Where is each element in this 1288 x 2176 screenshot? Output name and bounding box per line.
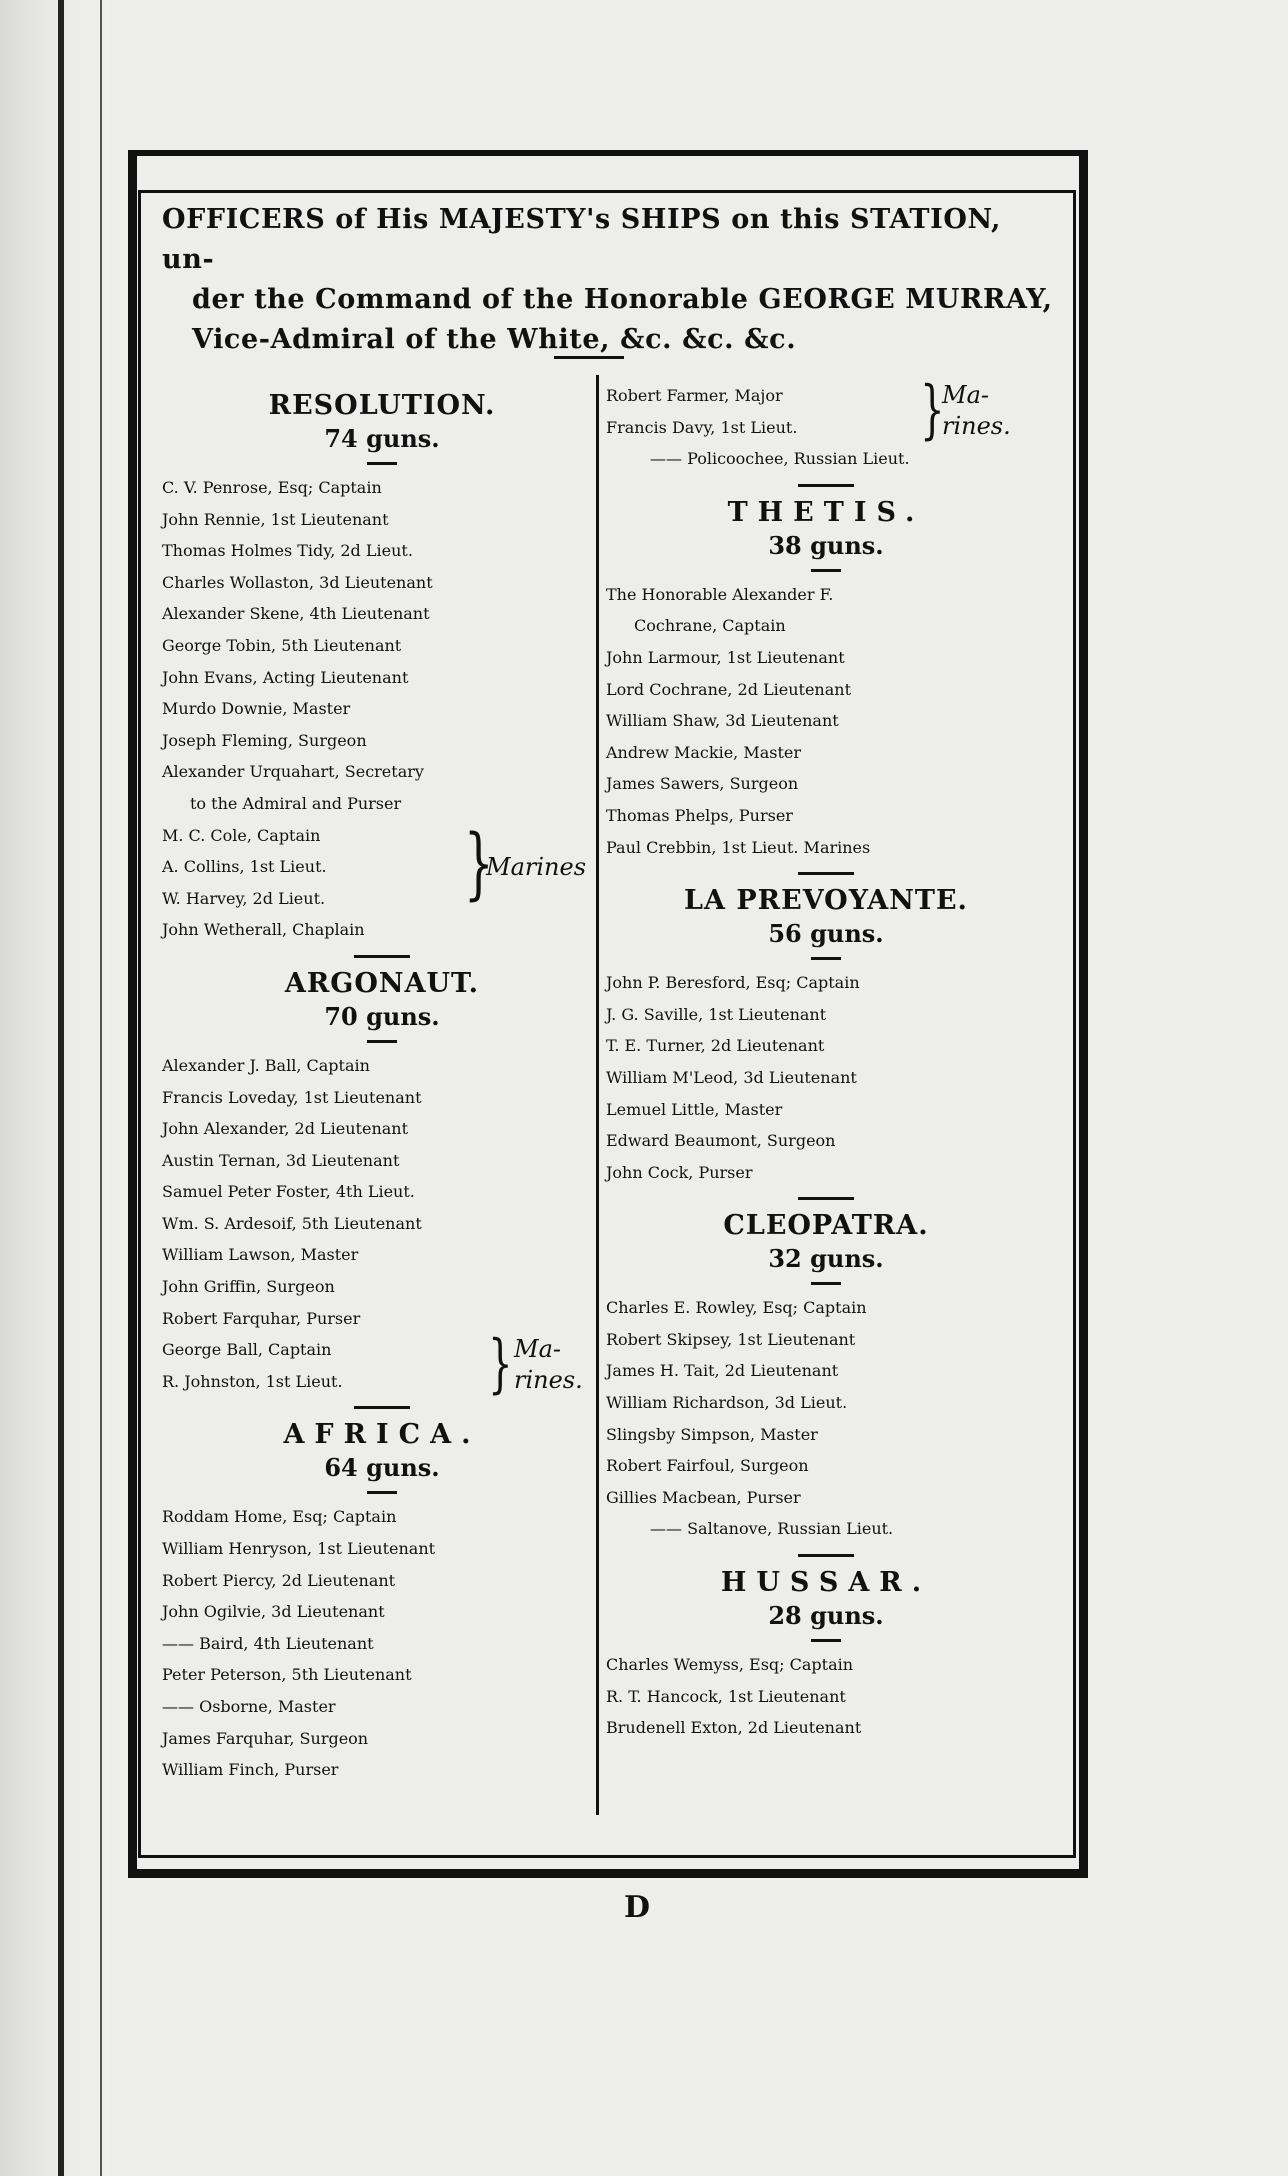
officer-entry: Murdo Downie, Master bbox=[162, 699, 351, 719]
section-separator bbox=[606, 475, 1046, 495]
officer-entry: J. G. Saville, 1st Lieutenant bbox=[606, 1004, 827, 1024]
marine-entry: A. Collins, 1st Lieut. bbox=[162, 857, 327, 877]
brace-symbol: } bbox=[488, 1327, 513, 1402]
officer-entry: Brudenell Exton, 2d Lieutenant bbox=[606, 1718, 862, 1738]
officer-entry: John Ogilvie, 3d Lieutenant bbox=[162, 1602, 385, 1622]
officer-entry: Peter Peterson, 5th Lieutenant bbox=[162, 1665, 412, 1685]
officer-entry: Alexander Skene, 4th Lieutenant bbox=[162, 604, 430, 624]
officer-entry: John Alexander, 2d Lieutenant bbox=[162, 1119, 409, 1139]
short-dash bbox=[606, 561, 1046, 579]
officer-entry: William Henryson, 1st Lieutenant bbox=[162, 1539, 436, 1559]
marines-group-argonaut bbox=[162, 1327, 602, 1402]
officer-entry: —— Policoochee, Russian Lieut. bbox=[650, 449, 910, 469]
officer-entry: Robert Farquhar, Purser bbox=[162, 1308, 361, 1328]
officer-entry: James H. Tait, 2d Lieutenant bbox=[606, 1361, 839, 1381]
ship-name-cleopatra: CLEOPATRA. bbox=[723, 1210, 929, 1242]
officer-entry: William Richardson, 3d Lieut. bbox=[606, 1393, 848, 1413]
officer-entry: Edward Beaumont, Surgeon bbox=[606, 1131, 836, 1151]
signature-mark: D bbox=[624, 1890, 651, 1925]
marines-group-continued bbox=[606, 373, 1046, 447]
officer-entry: Wm. S. Ardesoif, 5th Lieutenant bbox=[162, 1213, 422, 1233]
ship-name-hussar: HUSSAR. bbox=[720, 1567, 932, 1599]
officer-entry: Charles Wemyss, Esq; Captain bbox=[606, 1655, 854, 1675]
ship-name-resolution: RESOLUTION. bbox=[268, 390, 496, 421]
brace-symbol: } bbox=[463, 818, 494, 909]
officer-entry: Joseph Fleming, Surgeon bbox=[162, 730, 367, 750]
officer-entry: —— Baird, 4th Lieutenant bbox=[162, 1633, 374, 1653]
officer-entry: C. V. Penrose, Esq; Captain bbox=[162, 478, 382, 497]
marines-label: Ma- bbox=[514, 1335, 561, 1364]
book-gutter bbox=[0, 0, 110, 2176]
officer-entry: Charles E. Rowley, Esq; Captain bbox=[606, 1298, 867, 1318]
heading-line-2: der the Command of the Honorable GEORGE MURRAY, bbox=[192, 284, 1053, 315]
officer-entry: Robert Piercy, 2d Lieutenant bbox=[162, 1570, 396, 1590]
short-dash bbox=[606, 1274, 1046, 1292]
short-dash bbox=[162, 1483, 602, 1501]
ship-guns-la-prevoyante: 56 guns. bbox=[768, 919, 884, 949]
heading-line-3: Vice-Admiral of the White, &c. &c. &c. bbox=[192, 324, 797, 355]
ship-guns-hussar: 28 guns. bbox=[768, 1601, 884, 1631]
officer-entry: The Honorable Alexander F. bbox=[606, 584, 834, 604]
officer-entry: Robert Skipsey, 1st Lieutenant bbox=[606, 1329, 856, 1349]
officer-entry: —— Osborne, Master bbox=[162, 1697, 336, 1717]
officer-entry: Gillies Macbean, Purser bbox=[606, 1487, 801, 1507]
marines-label: rines. bbox=[942, 412, 1011, 440]
officer-entry: Austin Ternan, 3d Lieutenant bbox=[162, 1150, 400, 1170]
ship-name-thetis: THETIS. bbox=[727, 496, 925, 528]
officer-entry: William M'Leod, 3d Lieutenant bbox=[606, 1067, 857, 1087]
heading-line-1: OFFICERS of His MAJESTY's SHIPS on this STATION, un- bbox=[162, 204, 1002, 275]
gutter-edge-line bbox=[100, 0, 102, 2176]
officer-entry: Charles Wollaston, 3d Lieutenant bbox=[162, 572, 433, 592]
officer-entry: Francis Loveday, 1st Lieutenant bbox=[162, 1087, 422, 1107]
section-separator bbox=[162, 1397, 602, 1417]
section-separator bbox=[606, 1545, 1046, 1565]
officer-entry: George Tobin, 5th Lieutenant bbox=[162, 635, 402, 655]
marines-label: Ma- bbox=[942, 381, 989, 409]
heading-rule bbox=[554, 356, 624, 359]
ship-guns-argonaut: 70 guns. bbox=[324, 1001, 440, 1031]
marines-label: rines. bbox=[514, 1366, 583, 1395]
officer-entry: Paul Crebbin, 1st Lieut. Marines bbox=[606, 837, 871, 857]
officer-entry: R. T. Hancock, 1st Lieutenant bbox=[606, 1686, 846, 1706]
section-separator bbox=[606, 863, 1046, 883]
officer-entry: Alexander Urquahart, Secretary bbox=[162, 762, 424, 782]
officer-entry: Lord Cochrane, 2d Lieutenant bbox=[606, 679, 852, 699]
officer-entry: Lemuel Little, Master bbox=[606, 1099, 783, 1119]
officer-entry: William Finch, Purser bbox=[162, 1760, 339, 1780]
officer-entry: Samuel Peter Foster, 4th Lieut. bbox=[162, 1182, 415, 1202]
officer-entry: John Wetherall, Chaplain bbox=[162, 920, 365, 940]
officer-entry: James Farquhar, Surgeon bbox=[162, 1728, 369, 1748]
marine-entry: George Ball, Captain bbox=[162, 1340, 332, 1360]
short-dash bbox=[606, 949, 1046, 967]
marine-entry: R. Johnston, 1st Lieut. bbox=[162, 1371, 343, 1391]
left-column bbox=[162, 388, 602, 1786]
officer-entry: John Evans, Acting Lieutenant bbox=[162, 667, 409, 687]
short-dash bbox=[162, 1032, 602, 1050]
officer-entry: Roddam Home, Esq; Captain bbox=[162, 1507, 397, 1527]
officer-entry: to the Admiral and Purser bbox=[190, 793, 402, 813]
right-column bbox=[606, 373, 1046, 1744]
officer-entry: —— Saltanove, Russian Lieut. bbox=[650, 1519, 894, 1539]
officer-entry: William Shaw, 3d Lieutenant bbox=[606, 711, 839, 731]
section-separator bbox=[162, 946, 602, 966]
marines-group-resolution bbox=[162, 820, 602, 915]
marines-label: Marines bbox=[486, 852, 587, 881]
officer-entry: John P. Beresford, Esq; Captain bbox=[606, 973, 860, 993]
brace-symbol: } bbox=[920, 373, 945, 447]
officer-entry: T. E. Turner, 2d Lieutenant bbox=[606, 1036, 825, 1056]
ship-guns-africa: 64 guns. bbox=[324, 1453, 440, 1483]
officer-entry: Andrew Mackie, Master bbox=[606, 742, 802, 762]
gutter-fold-line bbox=[58, 0, 64, 2176]
ship-guns-cleopatra: 32 guns. bbox=[768, 1244, 884, 1274]
ship-name-argonaut: ARGONAUT. bbox=[284, 967, 480, 999]
officer-entry: Slingsby Simpson, Master bbox=[606, 1424, 818, 1444]
short-dash bbox=[162, 454, 602, 472]
officer-entry: John Rennie, 1st Lieutenant bbox=[162, 509, 389, 529]
ship-guns-thetis: 38 guns. bbox=[768, 530, 884, 560]
officer-entry: Robert Fairfoul, Surgeon bbox=[606, 1456, 809, 1476]
officer-entry: James Sawers, Surgeon bbox=[606, 774, 799, 794]
marine-entry: M. C. Cole, Captain bbox=[162, 825, 321, 845]
marine-entry: W. Harvey, 2d Lieut. bbox=[162, 888, 326, 908]
officer-entry: John Griffin, Surgeon bbox=[162, 1277, 335, 1297]
ship-name-africa: AFRICA. bbox=[283, 1419, 481, 1451]
officer-entry: William Lawson, Master bbox=[162, 1245, 359, 1265]
page-heading bbox=[162, 200, 1062, 360]
ship-guns-resolution: 74 guns. bbox=[324, 424, 440, 453]
officer-entry: Thomas Holmes Tidy, 2d Lieut. bbox=[162, 541, 413, 561]
officer-entry: Alexander J. Ball, Captain bbox=[162, 1055, 370, 1075]
ship-name-la-prevoyante: LA PREVOYANTE. bbox=[684, 885, 968, 917]
officer-entry: Thomas Phelps, Purser bbox=[606, 805, 793, 825]
short-dash bbox=[606, 1631, 1046, 1649]
section-separator bbox=[606, 1188, 1046, 1208]
marine-entry: Robert Farmer, Major bbox=[606, 386, 783, 405]
officer-entry: John Cock, Purser bbox=[606, 1162, 753, 1182]
officer-entry: Cochrane, Captain bbox=[634, 616, 786, 636]
officer-entry: John Larmour, 1st Lieutenant bbox=[606, 647, 845, 667]
marine-entry: Francis Davy, 1st Lieut. bbox=[606, 417, 798, 437]
